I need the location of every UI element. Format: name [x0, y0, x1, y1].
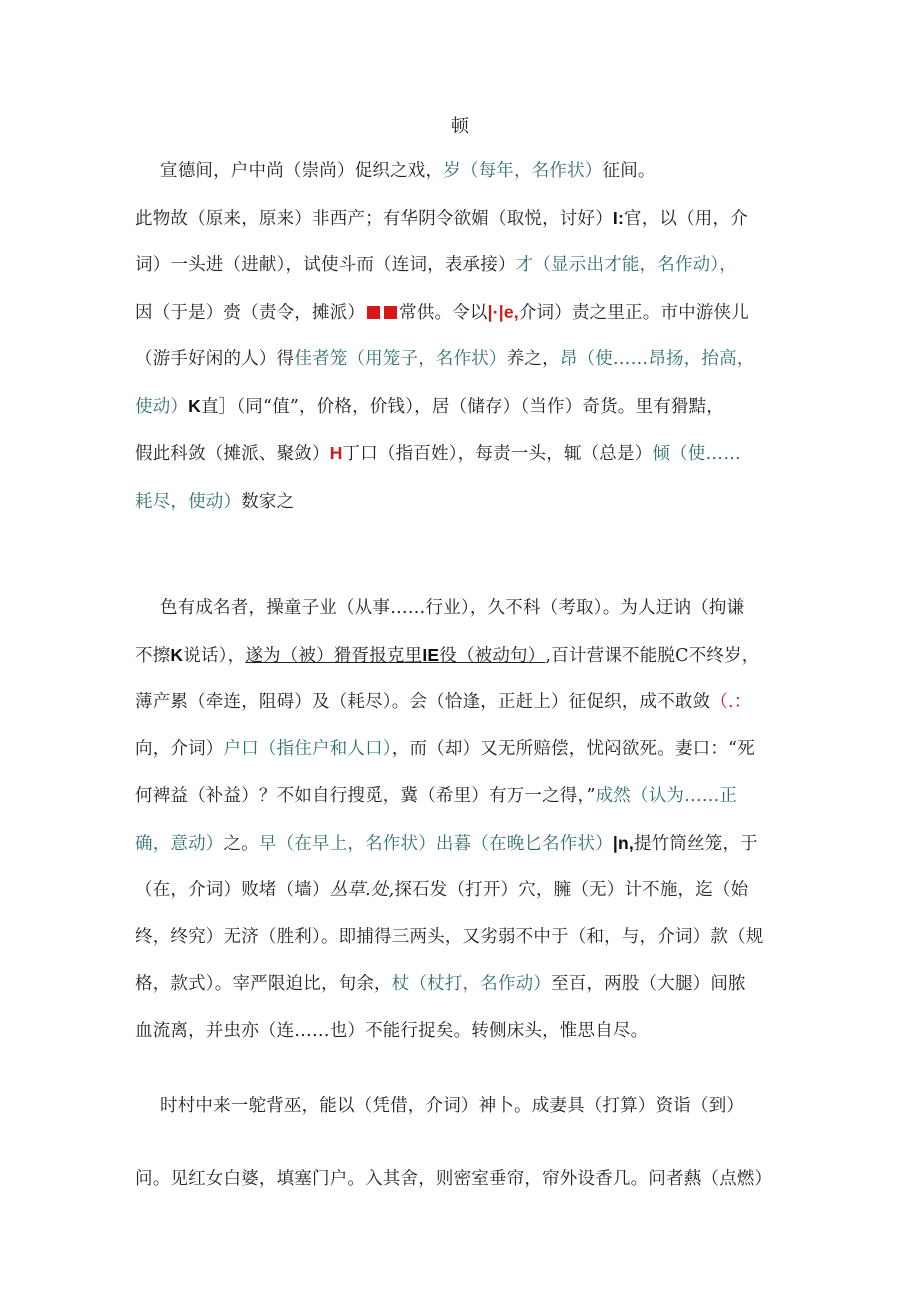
page-title: 顿	[451, 116, 469, 137]
annotation-teal: 使动）	[135, 397, 189, 417]
p1-line-2	[135, 205, 795, 232]
p1-line-7	[135, 440, 795, 467]
p2-line-2	[135, 642, 795, 669]
text-run: 何裨益（补益）？不如自行搜觅，冀（希里）有万一之得，”	[135, 786, 596, 806]
text-run: 常供。令以	[399, 303, 488, 323]
ocr-fragment: IE	[422, 645, 440, 665]
p3-line-2	[135, 1166, 795, 1192]
text-run: 宣德间，户中尚（崇尚）促织之戏，	[160, 161, 444, 181]
text-run: 至百，两股（大腿）间脓	[551, 974, 746, 994]
annotation-teal: 早（在早上，名作状）出暮（在晚匕名作状）	[258, 834, 613, 854]
annotation-teal: 岁（每年，名作状）	[443, 161, 603, 181]
p2-line-7	[135, 877, 795, 903]
text-run: 探石发（打开）穴，臃（无）计不施，迄（始	[394, 880, 749, 900]
p1-line-3	[135, 252, 795, 278]
annotation-teal: 确，意动）	[135, 834, 224, 854]
underlined-phrase	[245, 646, 545, 666]
text-run: 终，终究）无济（胜利）。即捕得三两头，又劣弱不中于（和，与，介词）款（规	[135, 927, 764, 947]
text-run: 色有成名者，操童子业（从事……行业），久不科（考取）。为人迂讷（拘谦	[160, 598, 745, 618]
p1-line-6	[135, 393, 795, 420]
ocr-fragment: K	[188, 396, 201, 416]
text-run: 血流离，并虫亦（连……也）不能行捉矣。转侧床头，惟思自尽。	[135, 1021, 649, 1041]
annotation-teal: 倾（使……	[652, 444, 741, 464]
red-block-mark	[384, 306, 397, 319]
p2-line-1	[160, 595, 820, 621]
text-run: 说话），	[183, 646, 246, 666]
annotation-teal: 户口（指住户和人口）	[223, 739, 392, 759]
text-run: 格，款式）。宰严限迫比，旬余，	[135, 974, 392, 994]
annotation-teal: 才（显示出才能，名作动），	[515, 255, 738, 275]
text-run: 因（于是）赍（责令，摊派）	[135, 303, 366, 323]
annotation-teal: 佳者笼（用笼子，名作状）	[294, 349, 507, 369]
p2-line-10	[135, 1018, 795, 1044]
annotation-teal: 耗尽，使动）	[135, 492, 242, 512]
annotation-teal: 杖（杖打，名作动）	[391, 974, 552, 994]
p3-line-1	[160, 1093, 820, 1119]
text-run: 不擦	[135, 646, 171, 666]
text-run: 丁口（指百姓），每责一头，辄（总是）	[342, 444, 653, 464]
text-run: 数家之	[241, 492, 295, 512]
ocr-fragment-red: |·|e,	[487, 302, 519, 322]
text-run: 官，以（用，介	[624, 209, 748, 229]
text-run: 介词）责之里正。市中游侠儿	[518, 303, 749, 323]
text-run: 役（被动句）	[439, 646, 546, 666]
p1-line-4	[135, 299, 795, 326]
ocr-fragment: I:	[612, 208, 624, 228]
text-run: 问。见红女白婆，填塞门户。入其舍，则密室垂帘，帘外设香几。问者爇（点燃）	[135, 1169, 773, 1189]
p1-line-1	[160, 158, 820, 184]
ocr-fragment: K	[170, 645, 184, 665]
text-run: 此物故（原来，原来）非西产；有华阴令欲媚（取悦，讨好）	[135, 209, 613, 229]
p2-line-8	[135, 924, 795, 950]
text-run: 遂为（被）猾胥报克里	[245, 646, 423, 666]
ocr-fragment: |n,	[612, 833, 634, 853]
text-run: （在，介词）败堵（墙）	[135, 880, 330, 900]
text-run: 直］（同“值”，价格，价钱），居（储存）（当作）奇货。里有猾黠，	[200, 397, 724, 417]
text-run: （游手好闲的人）得	[135, 349, 295, 369]
p2-line-5	[135, 783, 795, 809]
text-run: 时村中来一鸵背巫，能以（凭借，介词）神卜。成妻具（打算）资诣（到）	[160, 1096, 745, 1116]
text-run: 征间。	[602, 161, 656, 181]
red-block-mark	[367, 306, 380, 319]
italic-fragment: 丛草.处,	[329, 880, 395, 900]
p2-line-3	[135, 689, 795, 715]
text-run: 之。	[223, 834, 259, 854]
p2-line-9	[135, 971, 795, 997]
annotation-teal: 成然（认为……正	[595, 786, 738, 806]
p2-line-4	[135, 736, 795, 762]
text-run: 向，介词）	[135, 739, 224, 759]
text-run: ，而（却）又无所赔偿，忧闷欲死。妻口：“死	[391, 739, 755, 759]
ocr-fragment-red: H	[329, 443, 343, 463]
text-run: 假此科敛（摊派、聚敛）	[135, 444, 330, 464]
text-run: 提竹筒丝笼，于	[633, 834, 758, 854]
text-run: ,百计营课不能脱C不终岁，	[545, 646, 760, 666]
text-run: 养之，	[506, 349, 560, 369]
text-run: 薄产累（牵连，阻碍）及（耗尽）。会（恰逢，正赶上）征促织，成不敢敛	[135, 692, 711, 712]
annotation-red: （.：	[710, 692, 752, 712]
p1-line-5	[135, 346, 795, 372]
p2-line-6	[135, 830, 795, 857]
text-run: 词）一头进（进献），试使斗而（连词，表承接）	[135, 255, 516, 275]
annotation-teal: 昂（使……昂扬，抬高，	[559, 349, 755, 369]
p1-line-8	[135, 489, 795, 515]
